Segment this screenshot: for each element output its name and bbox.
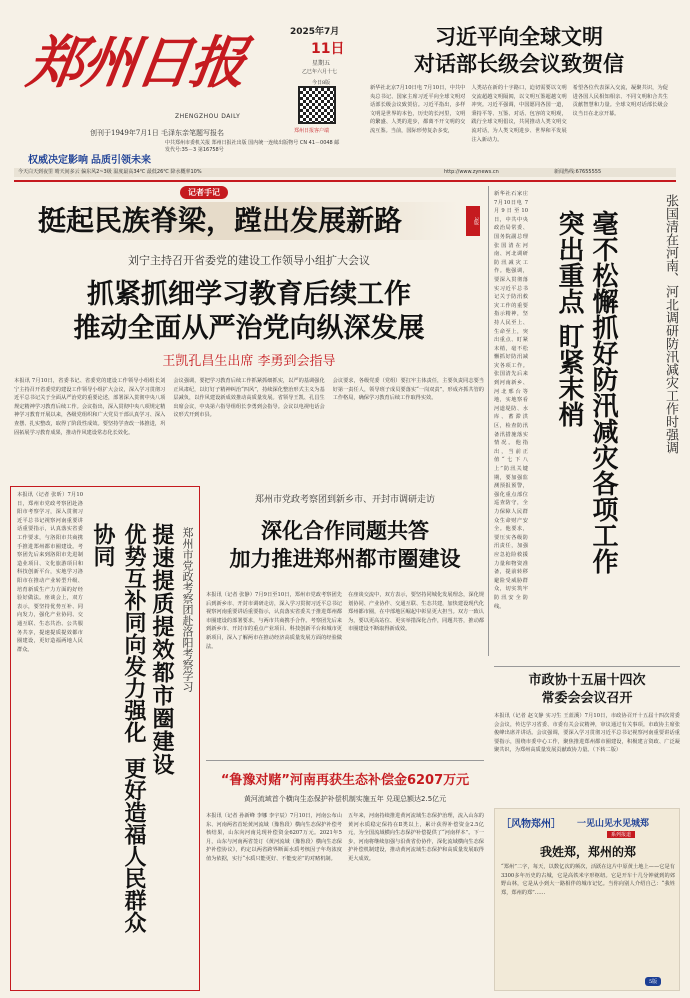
cppcc-body bbox=[494, 712, 680, 798]
date-day: 11日 bbox=[311, 41, 345, 57]
divider bbox=[14, 180, 676, 182]
website-link[interactable]: http://www.zynews.cn bbox=[444, 169, 499, 175]
paragraph: 在座谈交流中，双方表示，要坚持同城化发展理念，深化规划协同、产业协作、交通互联、生态共建，加快建设现代化郑州都市圈，在中部地区崛起中彰显更大担当。 bbox=[348, 592, 484, 616]
paragraph: 五年来，河南持续推进黄河流域生态保护治理，流入山东的黄河水质稳定保持在Ⅱ类以上，累计获得补偿资金2.5亿元，为全国流域横向生态保护补偿提供了“河南样本”。 bbox=[348, 813, 484, 837]
divider bbox=[488, 186, 489, 656]
weather-bar bbox=[14, 168, 676, 177]
paragraph: 本报讯（记者 孙新峰 李娜 李宇辰）7月10日，河南公布山东、河南两省首轮黄河流域（豫鲁段）横向生态保护补偿考核结果，山东向河南兑现补偿资金6207万元。 bbox=[206, 813, 342, 837]
paragraph: 希望各位代表深入交流，凝聚共识，为促进各国人民相知相亲、不同文明和合共生贡献智慧和力量。全球文明对话部长级会议当日在北京开幕。 bbox=[572, 85, 668, 117]
paragraph: 会议要求，各级党委（党组）要扛牢主体责任，主要负责同志要当好第一责任人，领导班子成员要落实“一岗双责”，形成齐抓共管的工作格局，确保学习教育后续工作取得实效。 bbox=[332, 378, 484, 402]
paragraph: 会议强调，要把学习教育后续工作抓紧抓细抓实，以严的基调强化正风肃纪，以钉钉子精神纠治“四风”，持续深化整治形式主义为基层减负，以作风建设新成效推动高质量发展。 bbox=[173, 378, 325, 402]
compensation-story bbox=[206, 766, 484, 991]
luoyang-label: 郑州市党政考察团赴洛阳考察学习 bbox=[181, 527, 194, 692]
cppcc-title[interactable]: 市政协十五届十四次 bbox=[528, 673, 646, 688]
feature-badge: 系列报道 bbox=[607, 831, 635, 838]
date-lunar: 乙巳年六月十七 bbox=[302, 69, 338, 75]
feature-title[interactable]: 我姓郑，郑州的郑 bbox=[539, 845, 636, 859]
compensation-title[interactable]: “鲁豫对赌”河南再获生态补偿金6207万元 bbox=[220, 773, 470, 788]
date-year-month: 2025年7月 bbox=[290, 27, 340, 37]
commentary-kicker: 记者手记 bbox=[180, 186, 228, 199]
lead-title-line2[interactable]: 推动全面从严治党向纵深发展 bbox=[73, 313, 425, 344]
paragraph: 会议指出，深入贯彻中央八项规定精神学习教育开展以来，各级党组织和广大党员干部认真学习、深入查摆、扎实整改，取得了阶段性成效。要坚持学查改一体推进，巩固拓展学习教育成果，推动作风建设常态化长效化。 bbox=[14, 403, 166, 436]
paragraph: 习近平指出，多样文明是世界的本色，历史的长河里，文明的繁盛、人类的进步，都离不开文明的交流互鉴。当前，国际形势复杂多变， bbox=[370, 102, 466, 134]
lead-kicker: 刘宁主持召开省委党的建设工作领导小组扩大会议 bbox=[128, 254, 370, 267]
paragraph: 习近平强调，中国愿同各国一道，秉持平等、互鉴、对话、包容的文明观，践行全球文明倡议，共同推动人类文明交流对话，为人类文明进步、世界和平发展注入新动力。 bbox=[471, 102, 567, 143]
luoyang-story bbox=[10, 486, 200, 991]
luoyang-body bbox=[17, 491, 83, 986]
paragraph: 人类站在新的十字路口，迫切需要以文明交流超越文明隔阂，以文明互鉴超越文明冲突。 bbox=[471, 85, 567, 109]
paragraph: 新华社北京7月10日电 7月10日，中共中央总书记、国家主席习近平向全球文明对话部长级会议致贺信。 bbox=[370, 85, 466, 109]
feature-page-tag: 5版 bbox=[645, 977, 661, 986]
date-weekday: 星期五 bbox=[312, 60, 331, 67]
feature-column-title: 一见山见水见城郑 bbox=[577, 819, 650, 829]
paragraph: 本报讯 7月10日，省委书记、省委党的建设工作领导小组组长刘宁主持召开省委党的建设工作领导小组扩大会议，深入学习贯彻习近平总书记关于全面从严治党的重要论述，部署深入贯彻中央八项规定精神学习教育后续工作。 bbox=[14, 378, 166, 410]
lead-subtitle: 王凯孔昌生出席 李勇到会指导 bbox=[162, 354, 336, 369]
flood-story bbox=[494, 190, 680, 650]
luoyang-title-col1[interactable]: 提速提质提效都市圈建设 bbox=[149, 523, 174, 776]
top-story bbox=[358, 20, 680, 165]
news-hotline: 新闻热线:67655555 bbox=[554, 169, 602, 175]
compensation-subtitle: 黄河流域首个横向生态保护补偿机制实施五年 兑现总额达2.5亿元 bbox=[243, 795, 447, 803]
slogan-authority: 权威决定影响 bbox=[28, 155, 88, 166]
cppcc-story bbox=[494, 672, 680, 802]
info-item: 郑州日报社出版 bbox=[211, 140, 247, 146]
flood-headline-col1[interactable]: 突出重点 盯紧末梢 bbox=[554, 210, 584, 428]
paragraph: 省领导王凯、孔昌生出席会议，中央第六指导组组长李勇到会指导。会议以电视电话会议形式开到市县。 bbox=[173, 395, 325, 419]
publication-info bbox=[165, 140, 340, 154]
compensation-col bbox=[206, 812, 342, 982]
lead-col bbox=[333, 377, 484, 509]
luoyang-title-col2[interactable]: 优势互补同向发力强化协同 bbox=[90, 523, 146, 743]
qr-code[interactable] bbox=[298, 86, 336, 124]
commentary-page-tag: 3版 bbox=[466, 206, 480, 236]
flood-title[interactable]: 张国清在河南、河北调研防汛减灾工作时强调 bbox=[663, 194, 678, 454]
paragraph: 2021年5月，山东与河南两省签订《黄河流域（豫鲁段）横向生态保护补偿协议》，约定以两省跨界断面水质考核因子年均浓度值为依据，实行“水质只能更好、不能变差”的对赌机制。 bbox=[206, 830, 342, 862]
paragraph: 考察团先后来到新乡市、开封市的重点产业项目、科技创新平台和城市更新项目，深入了解两市在推动经济高质量发展方面的经验做法。 bbox=[206, 617, 342, 650]
paragraph: 下一步，河南将继续加强与沿黄省份协作，深化流域横向生态保护补偿机制建设，推动黄河流域生态保护和高质量发展取得更大成效。 bbox=[348, 830, 484, 862]
paragraph: 他要求，要压实各级防汛责任，加强应急抢险救援力量和物资准备，提前转移避险受威胁群众，切实筑牢防汛安全防线。 bbox=[494, 526, 528, 610]
info-item: 邮发代号:35－3 bbox=[165, 140, 340, 153]
delegation-kicker: 郑州市党政考察团到新乡市、开封市调研走访 bbox=[254, 495, 435, 505]
weather-text: 今天白天到夜里 晴天间多云 偏东风2~3级 温度最高34℃ 最低26℃ 降水概率10% bbox=[18, 169, 202, 175]
paragraph: 本报讯（记者 赵文静 实习生 王蓝溪）7月10日，市政协召开十五届十四次常委会会议，传达学习省委、市委有关会议精神，审议通过有关事项。市政协主席张俊峰出席并讲话。 bbox=[494, 713, 680, 737]
info-item: 国内统一连续出版物号 bbox=[248, 140, 299, 146]
paragraph: 考察团先后来到洛阳市先进制造业项目、文化旅游项目和科技创新平台，实地学习洛阳市在推动产业转型升级、培育新质生产力方面的好经验好做法。 bbox=[17, 543, 83, 602]
top-story-title[interactable]: 习近平向全球文明 bbox=[435, 25, 603, 49]
info-item: 中共郑州市委机关报 bbox=[165, 140, 211, 146]
slogan-quality: 品质引领未来 bbox=[91, 155, 151, 166]
delegation-story bbox=[206, 492, 484, 752]
top-story-title-line2[interactable]: 对话部长级会议致贺信 bbox=[414, 52, 624, 76]
delegation-title[interactable]: 深化合作同题共答 bbox=[261, 519, 429, 543]
top-story-col bbox=[471, 84, 566, 156]
paragraph: 双方一致认为，要以更高站位、更实举措深化合作，同题共答，推动都市圈建设不断取得新成效。 bbox=[348, 609, 484, 633]
paragraph: 张国清先后来到河南新乡、河北邢台等地，实地察看河道堤防、水库、蓄滞洪区，检查防汛备汛措施落实情况。他指出，当前正值“七下八上”防汛关键期，要加强监测预报预警，强化重点部位巡查防守，全力保障人民群众生命财产安全。 bbox=[494, 371, 528, 533]
paragraph: 座谈会上，双方表示，要坚持优势互补、同向发力，强化产业协同、交通互联、生态共治、公共服务共享，提速提质提效都市圈建设，更好造福两地人民群众。 bbox=[17, 595, 83, 653]
info-item: 第16758号 bbox=[197, 147, 224, 153]
divider bbox=[494, 666, 680, 667]
flood-headline-col2[interactable]: 毫不松懈抓好防汛减灾各项工作 bbox=[588, 210, 618, 574]
paragraph: 新华社石家庄7月10日电 7月9日至10日，中共中央政治局常委、国务院副总理张国清在河南、河北调研防汛减灾工作。 bbox=[494, 191, 528, 275]
compensation-col bbox=[348, 812, 484, 982]
feature-column-label: ［风物郑州］ bbox=[501, 819, 561, 830]
paragraph: 它是开车十几分钟就到的郊野山林，它是从小到大一路相伴的城市记忆。当你向别人介绍自己：“我姓郑，郑州的郑”…… bbox=[501, 872, 675, 896]
masthead-pinyin: ZHENGZHOU DAILY bbox=[175, 113, 241, 120]
qr-caption: 郑州日报客户端 bbox=[294, 128, 330, 134]
cppcc-title-line2[interactable]: 常委会会议召开 bbox=[541, 691, 633, 706]
feature-story bbox=[494, 808, 680, 991]
lead-title[interactable]: 抓紧抓细学习教育后续工作 bbox=[87, 279, 411, 310]
flood-body bbox=[494, 190, 528, 630]
paragraph: 会议强调，要深入学习贯彻习近平总书记视察河南重要讲话重要指示，围绕市委中心工作，聚焦推进郑州都市圈建设，积极建言资政、广泛凝聚共识，为郑州高质量发展贡献政协力量。 bbox=[494, 730, 680, 754]
masthead-founded: 创刊于1949年7月1日 毛泽东亲笔题写报名 bbox=[90, 129, 224, 137]
top-story-col bbox=[370, 84, 465, 156]
paragraph: “郑州”二字，每天，以数亿次的频次，活跃在这片中原黄土地上——它是有3300多年历史的古城，它是高铁米字形枢纽。 bbox=[501, 864, 675, 879]
info-item: CN 41－0048 bbox=[299, 140, 333, 146]
luoyang-title-col3[interactable]: 更好造福人民群众 bbox=[121, 757, 146, 933]
paragraph: （下转二版） bbox=[592, 747, 622, 754]
delegation-col bbox=[206, 591, 342, 751]
paragraph: 本报讯（记者 张昕）7月10日，郑州市党政考察团赴洛阳市考察学习，深入贯彻习近平总书记视察河南重要讲话重要指示，认真落实省委工作要求，与洛阳市共商携手推进郑州都市圈建设。 bbox=[17, 492, 83, 550]
divider bbox=[206, 760, 484, 761]
delegation-title-line2[interactable]: 加力推进郑州都市圈建设 bbox=[229, 547, 461, 571]
top-story-col bbox=[573, 84, 668, 156]
paragraph: 他强调，要深入贯彻落实习近平总书记关于防汛救灾工作的重要指示精神，坚持人民至上、生命至上，突出重点、盯紧末梢，毫不松懈抓好防汛减灾各项工作。 bbox=[494, 268, 528, 369]
masthead-logo: 郑州日报 bbox=[23, 30, 249, 96]
commentary-title[interactable]: 挺起民族脊梁，蹚出发展新路 bbox=[38, 202, 458, 240]
page-count: 今日8版 bbox=[312, 80, 331, 86]
paragraph: 本报讯（记者 张静）7月9日至10日，郑州市党政考察团先后到新乡市、开封市调研走访，深入学习贯彻习近平总书记视察河南重要讲话重要指示，认真落实省委关于推进郑州都市圈建设的部署要求，与两市共商携手合作。 bbox=[206, 592, 342, 624]
delegation-col bbox=[348, 591, 484, 751]
feature-body bbox=[501, 863, 675, 973]
commentary bbox=[14, 186, 484, 244]
